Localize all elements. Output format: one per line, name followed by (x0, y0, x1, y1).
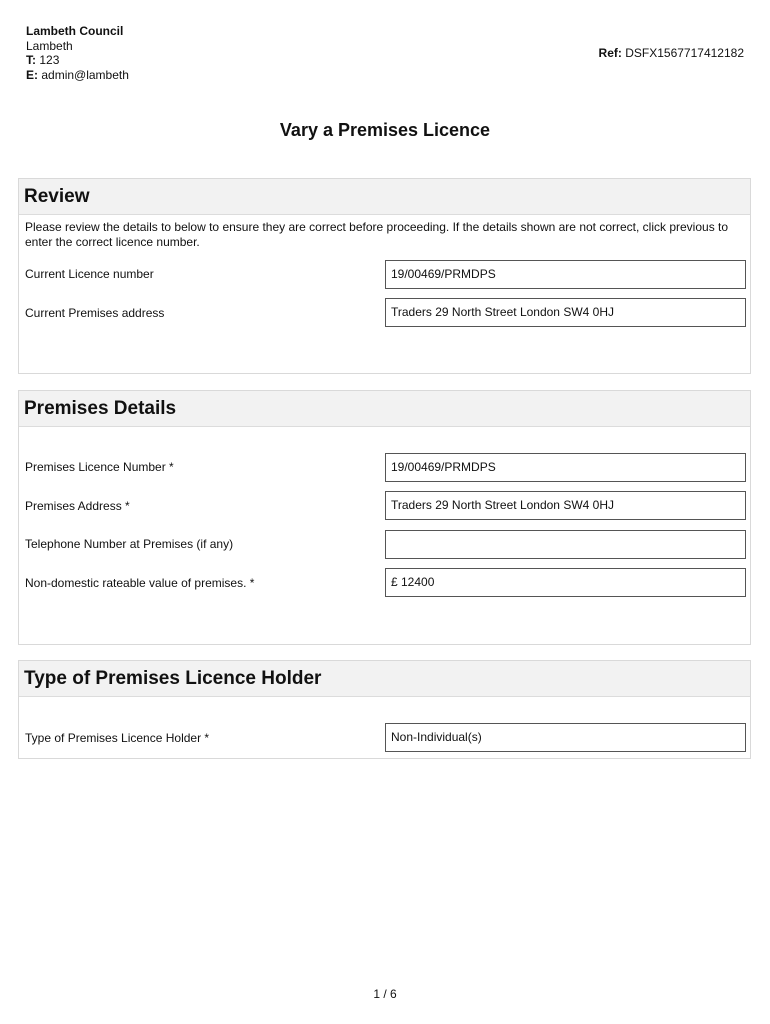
premises-licence-number-field: 19/00469/PRMDPS (385, 453, 746, 482)
page-indicator: 1 / 6 (373, 987, 397, 1001)
licence-holder-type-label: Type of Premises Licence Holder * (25, 731, 210, 745)
review-heading: Review (19, 179, 750, 215)
premises-details-heading: Premises Details (19, 391, 750, 427)
email-label: E: (26, 67, 38, 82)
current-licence-number-field: 19/00469/PRMDPS (385, 260, 746, 289)
current-premises-address-label: Current Premises address (25, 306, 165, 320)
premises-telephone-label: Telephone Number at Premises (if any) (25, 537, 234, 551)
review-section (18, 178, 751, 374)
email-value: admin@lambeth (41, 67, 129, 82)
licence-holder-type-field: Non-Individual(s) (385, 723, 746, 752)
reference-value: DSFX1567717412182 (625, 46, 744, 60)
licence-holder-type-heading: Type of Premises Licence Holder (19, 661, 750, 697)
reference-block (599, 46, 744, 60)
organisation-name: Lambeth Council (26, 24, 124, 38)
email-line (26, 68, 129, 83)
premises-address-field: Traders 29 North Street London SW4 0HJ (385, 491, 746, 520)
review-intro-text: Please review the details to below to ensure they are correct before proceeding. If the details shown are not correct, click previous to enter the correct licence number. (25, 220, 729, 249)
organisation-contact-block (26, 24, 129, 82)
phone-value: 123 (39, 53, 60, 67)
current-licence-number-label: Current Licence number (25, 267, 154, 281)
document-title: Vary a Premises Licence (279, 120, 491, 140)
premises-licence-number-label: Premises Licence Number * (25, 460, 174, 474)
rateable-value-label: Non-domestic rateable value of premises. * (25, 576, 255, 590)
premises-details-section (18, 390, 751, 645)
phone-label: T: (26, 53, 36, 67)
premises-address-label: Premises Address * (25, 499, 130, 513)
phone-line (26, 53, 129, 68)
premises-telephone-field (385, 530, 746, 559)
current-premises-address-field: Traders 29 North Street London SW4 0HJ (385, 298, 746, 327)
licence-holder-type-section (18, 660, 751, 759)
rateable-value-field: £ 12400 (385, 568, 746, 597)
reference-label: Ref: (598, 46, 622, 60)
organisation-location: Lambeth (26, 38, 73, 53)
